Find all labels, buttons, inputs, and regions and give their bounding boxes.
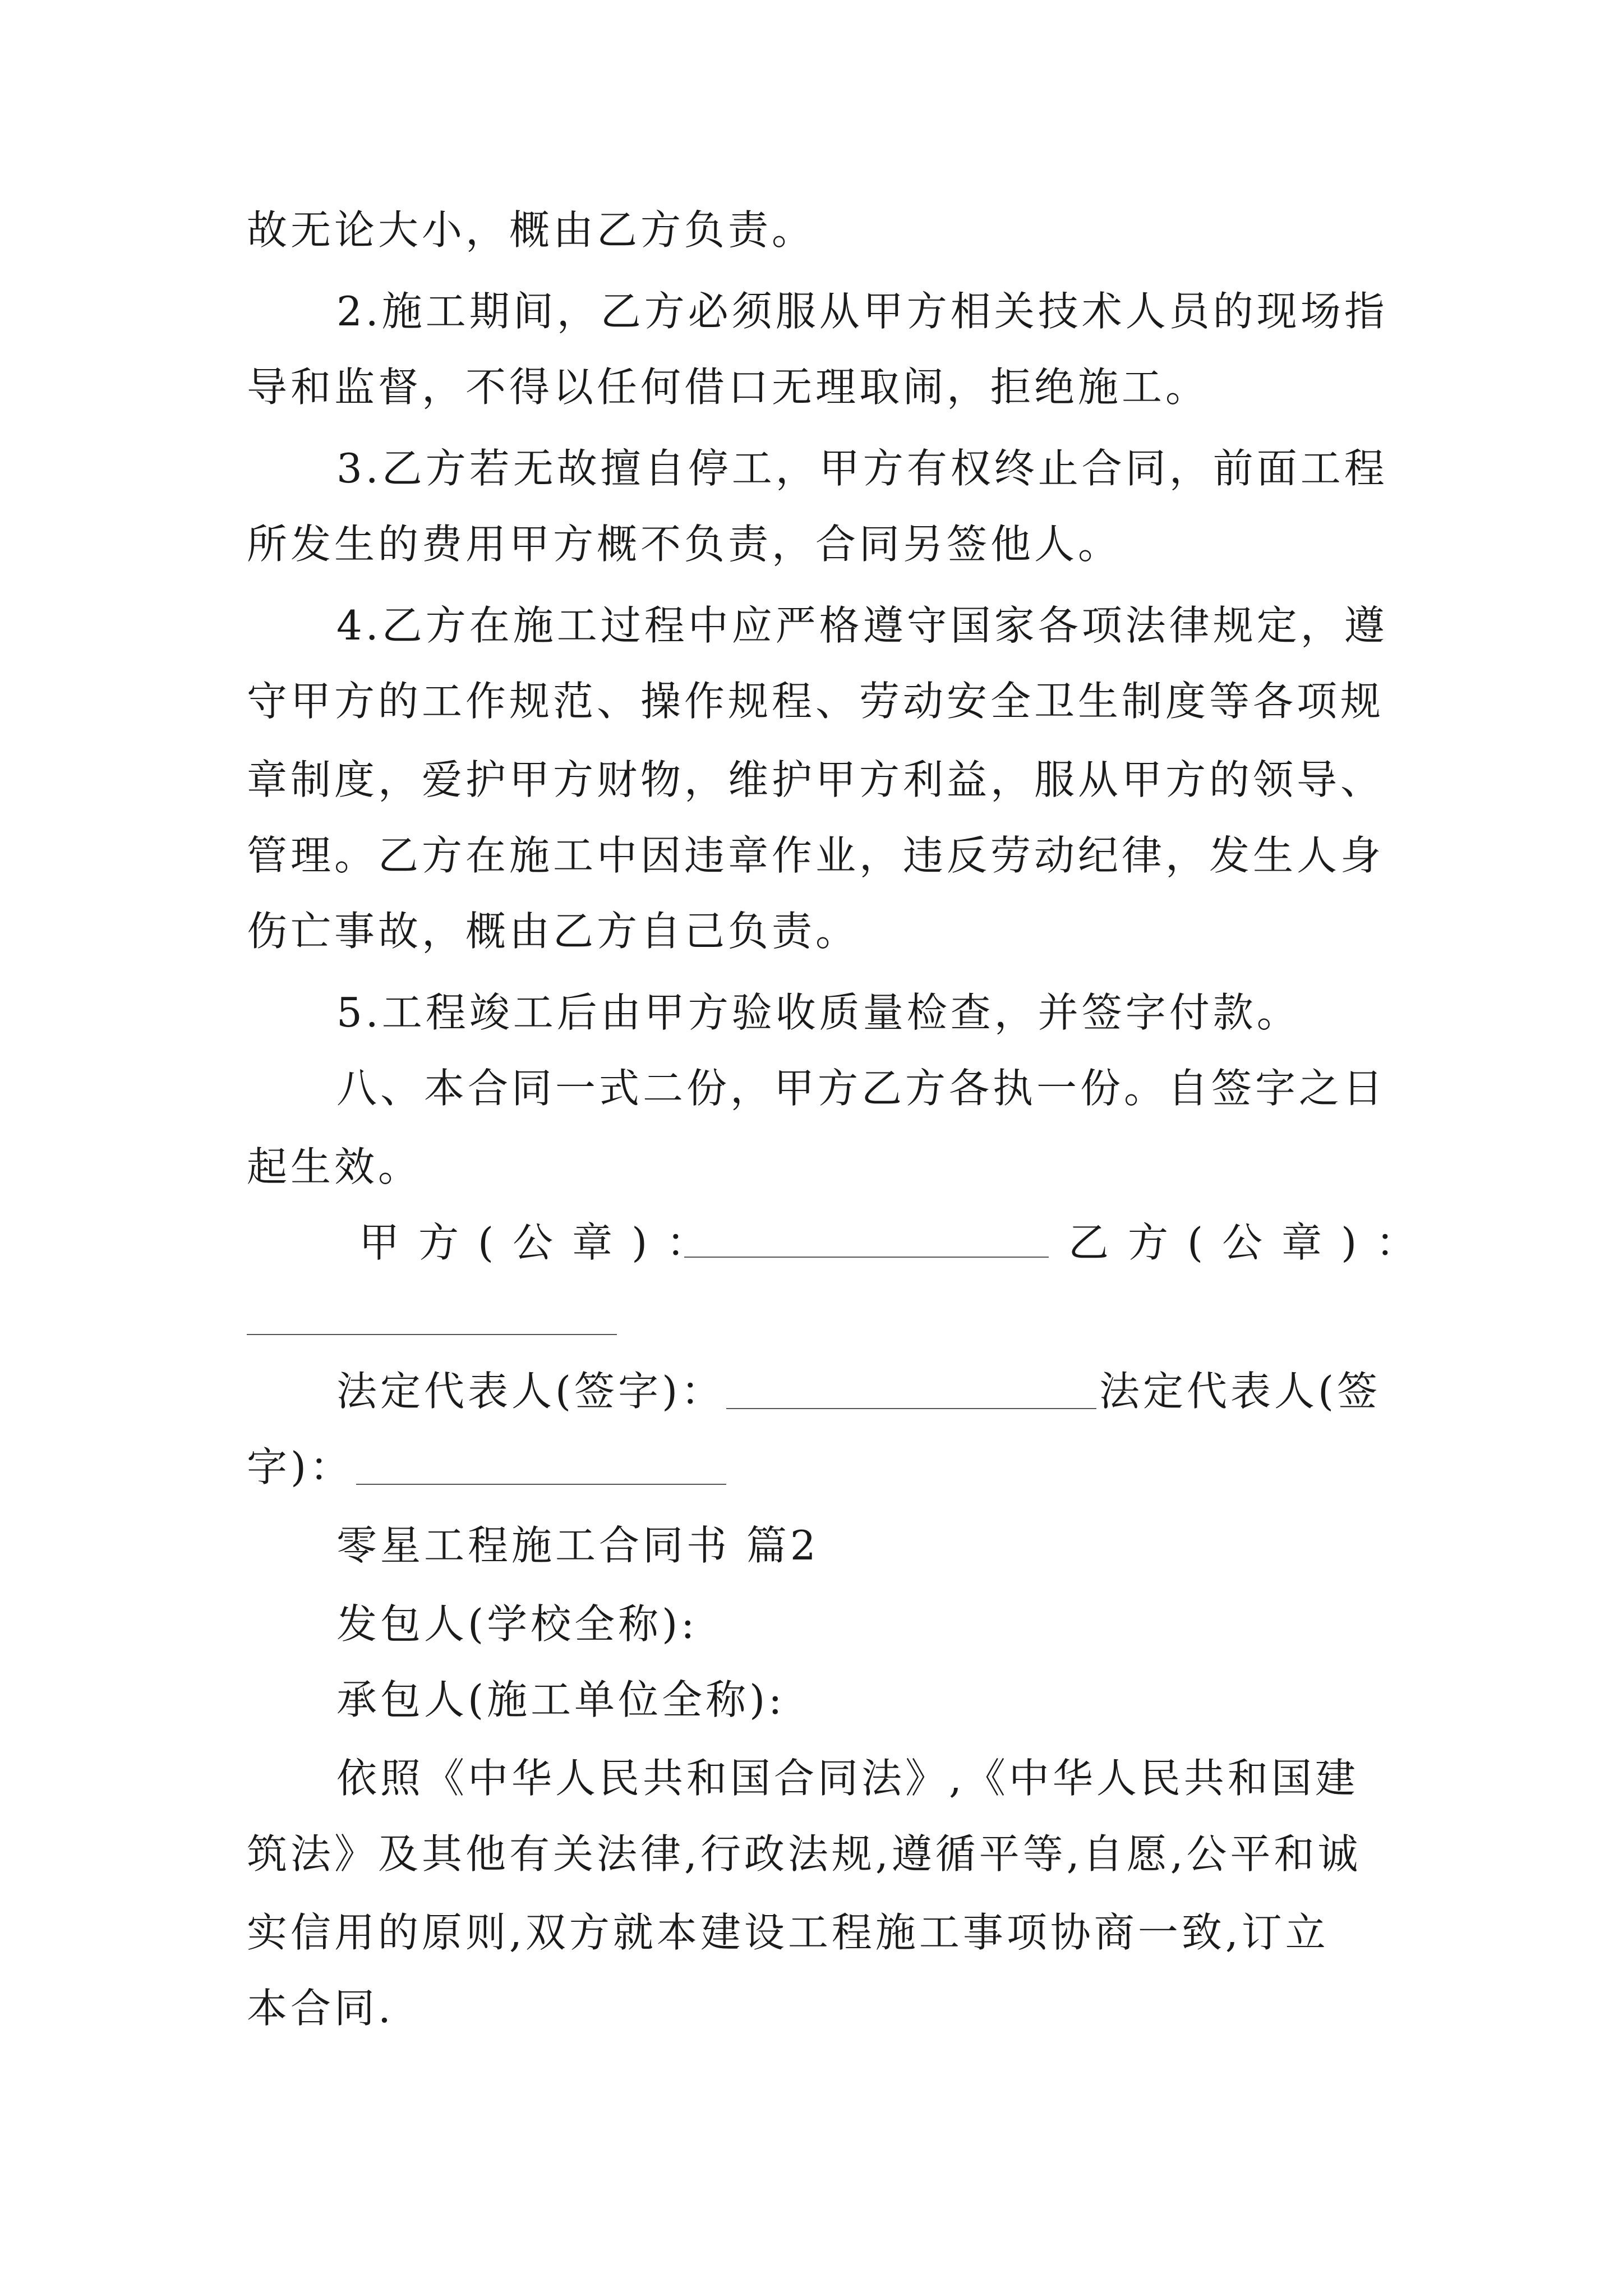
section-title: 零星工程施工合同书 篇2 — [336, 1522, 819, 1569]
rep-b-label-cont: 字)： — [247, 1443, 354, 1490]
paragraph-line: 3.乙方若无故擅自停工，甲方有权终止合同，前面工程 — [336, 445, 1388, 492]
rep-a-label: 法定代表人(签字)： — [336, 1368, 725, 1415]
paragraph-line: 八、本合同一式二份，甲方乙方各执一份。自签字之日 — [336, 1065, 1387, 1112]
rep-b-label: 法定代表人(签 — [1099, 1368, 1381, 1415]
paragraph-line: 章制度，爱护甲方财物，维护甲方利益，服从甲方的领导、 — [247, 756, 1385, 803]
paragraph-line: 5.工程竣工后由甲方验收质量检查，并签字付款。 — [336, 989, 1301, 1036]
party-b-signature-line — [247, 1334, 617, 1335]
contractor-line: 承包人(施工单位全称): — [336, 1676, 786, 1723]
paragraph-line: 2.施工期间，乙方必须服从甲方相关技术人员的现场指 — [336, 288, 1388, 335]
paragraph-line: 实信用的原则,双方就本建设工程施工事项协商一致,订立 — [247, 1909, 1329, 1956]
rep-b-signature-line — [356, 1484, 726, 1485]
employer-line: 发包人(学校全称): — [336, 1600, 698, 1648]
party-b-seal-label: 乙方(公章)： — [1068, 1219, 1436, 1266]
paragraph-line: 管理。乙方在施工中因违章作业，违反劳动纪律，发生人身 — [247, 832, 1385, 879]
paragraph-line: 守甲方的工作规范、操作规程、劳动安全卫生制度等各项规 — [247, 678, 1385, 725]
rep-a-signature-line — [726, 1408, 1096, 1409]
paragraph-line: 导和监督，不得以任何借口无理取闹，拒绝施工。 — [247, 364, 1210, 411]
paragraph-line: 故无论大小，概由乙方负责。 — [247, 206, 816, 254]
paragraph-line: 起生效。 — [247, 1143, 422, 1190]
paragraph-line: 依照《中华人民共和国合同法》,《中华人民共和国建 — [336, 1755, 1359, 1802]
party-a-signature-line — [684, 1257, 1049, 1258]
paragraph-line: 筑法》及其他有关法律,行政法规,遵循平等,自愿,公平和诚 — [247, 1830, 1362, 1878]
paragraph-line: 4.乙方在施工过程中应严格遵守国家各项法律规定，遵 — [336, 602, 1388, 649]
paragraph-line: 本合同. — [247, 1985, 394, 2032]
paragraph-line: 伤亡事故，概由乙方自己负责。 — [247, 908, 860, 955]
paragraph-line: 所发生的费用甲方概不负责，合同另签他人。 — [247, 521, 1122, 568]
party-a-seal-label: 甲方(公章)： — [359, 1219, 726, 1266]
